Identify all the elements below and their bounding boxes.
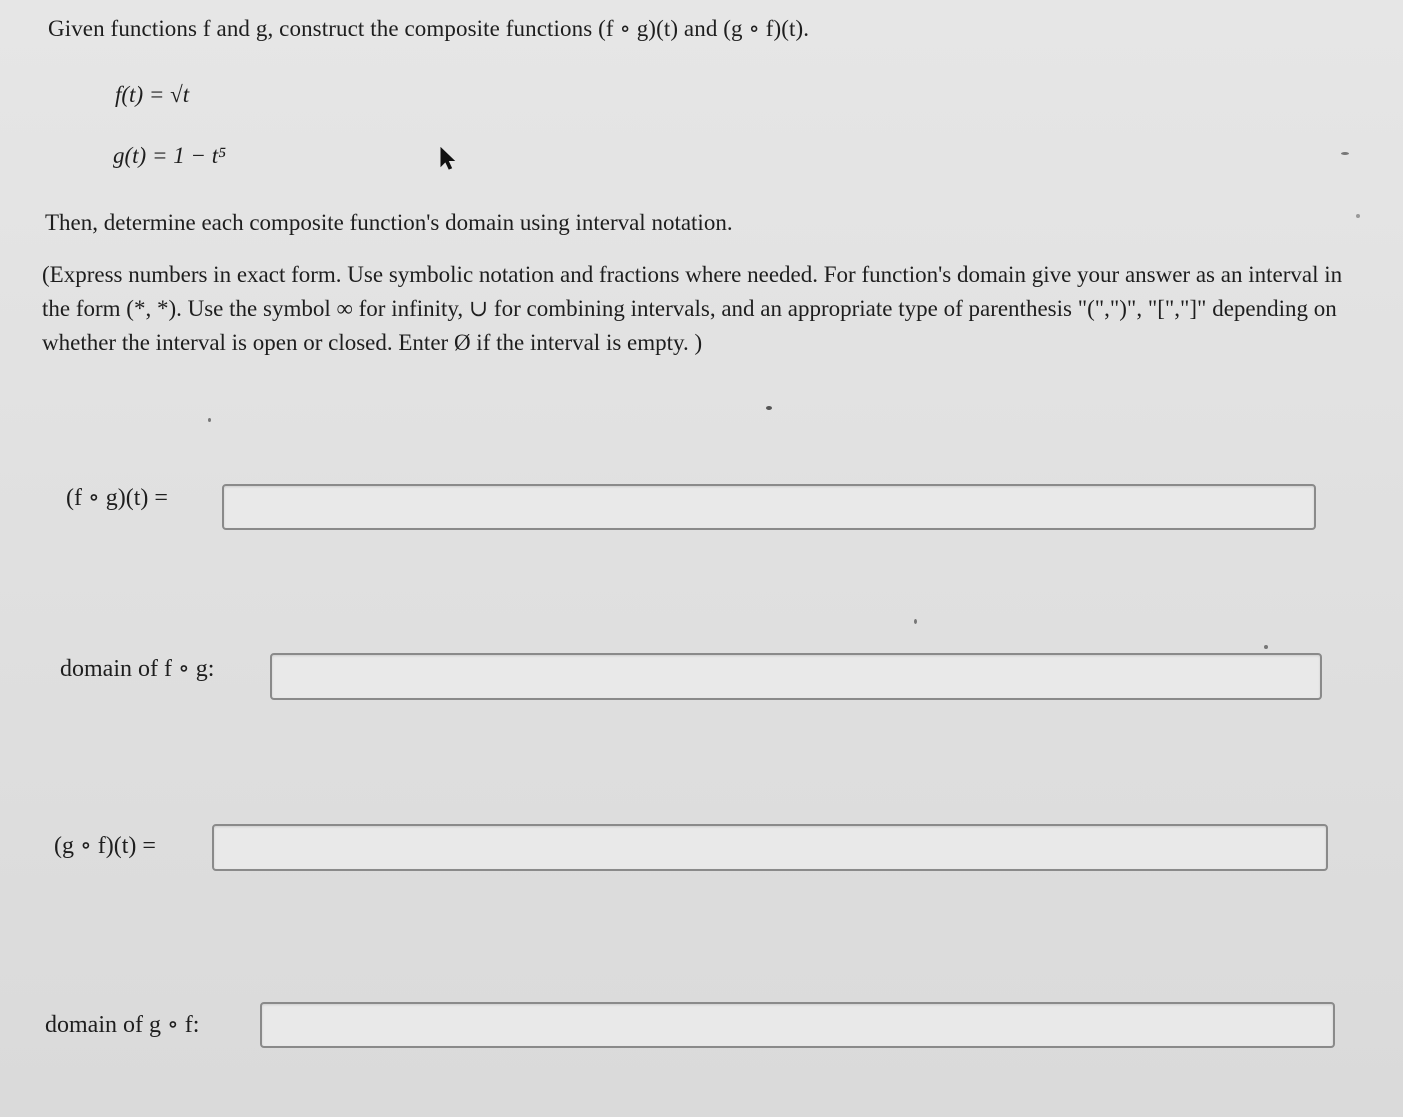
domain-gof-answer-input[interactable]	[260, 1002, 1335, 1048]
domain-fog-answer-input[interactable]	[270, 653, 1322, 700]
f-definition: f(t) = √t	[115, 82, 190, 107]
question-prompt: Given functions f and g, construct the composite functions (f ∘ g)(t) and (g ∘ f)(t).	[48, 16, 810, 41]
screen-speck	[1264, 645, 1268, 649]
screen-speck	[914, 619, 917, 624]
fog-answer-input[interactable]	[222, 484, 1316, 530]
domain-gof-label: domain of g ∘ f:	[45, 1012, 200, 1038]
screen-speck	[1356, 214, 1360, 218]
g-definition: g(t) = 1 − t⁵	[113, 143, 227, 168]
domain-instruction: Then, determine each composite function's domain using interval notation.	[45, 210, 733, 235]
domain-fog-label: domain of f ∘ g:	[60, 656, 215, 682]
fog-label: (f ∘ g)(t) =	[66, 485, 168, 511]
gof-label: (g ∘ f)(t) =	[54, 833, 156, 859]
formatting-note: (Express numbers in exact form. Use symbolic notation and fractions where needed. For function's domain give your answer as an interval in the form (*, *). Use the symbol ∞ for infinity, ∪ for combining intervals, and an appropriate type of parenthesis "(",")", "[","]" depending on whether the interval is open or closed. Enter Ø if the interval is empty. )	[42, 262, 1343, 355]
screen-speck	[208, 418, 211, 422]
mouse-pointer-icon	[440, 147, 456, 171]
gof-answer-input[interactable]	[212, 824, 1328, 871]
screen-speck	[766, 406, 772, 410]
screen-speck	[1341, 152, 1349, 155]
